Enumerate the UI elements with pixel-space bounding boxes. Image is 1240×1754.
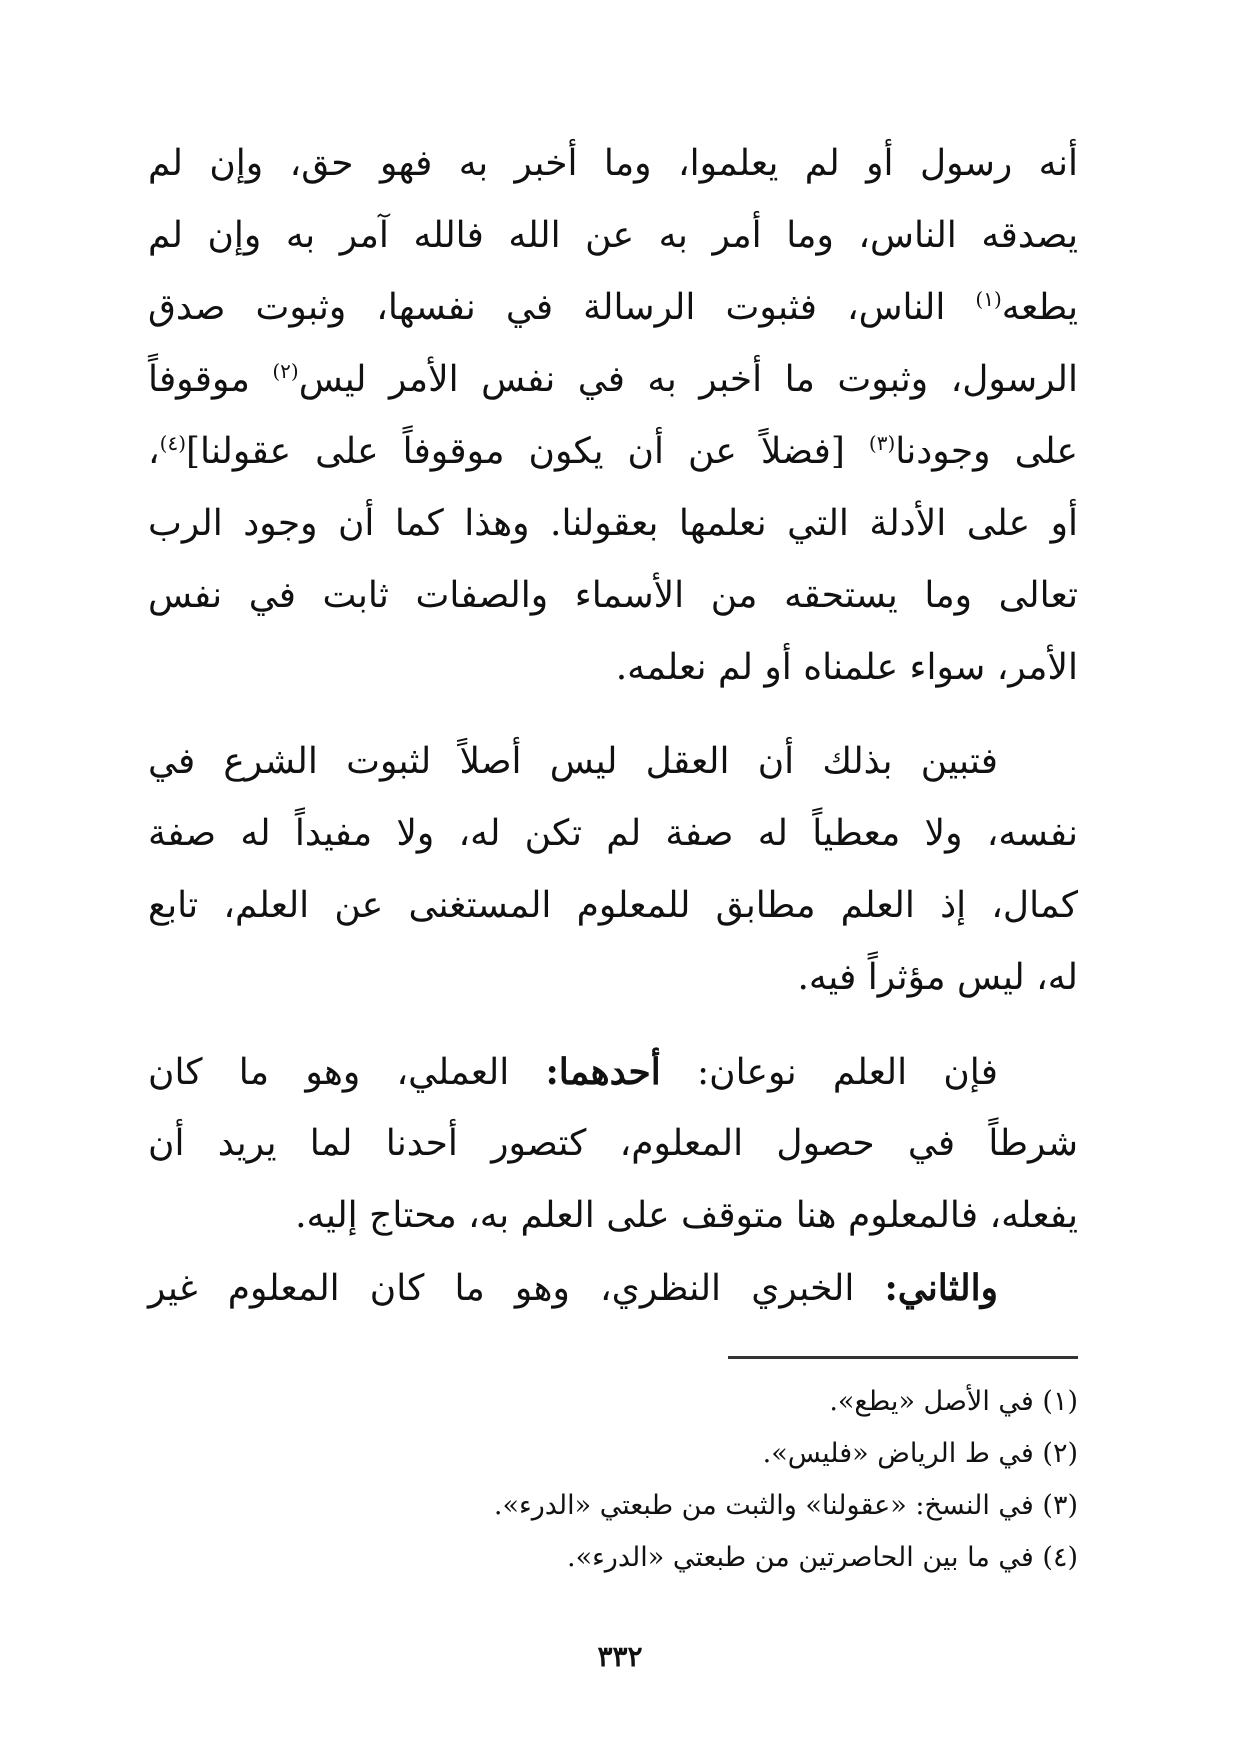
text-line: يفعله، فالمعلوم هنا متوقف على العلم به، محتاج إليه. <box>295 1195 1078 1236</box>
main-text <box>148 128 1078 1324</box>
footnote-item: (١) في الأصل «يطع». <box>829 1386 1078 1417</box>
text-line: نفسه، ولا معطياً له صفة لم تكن له، ولا مفيداً له صفة <box>148 813 1078 854</box>
text-line <box>148 1252 1078 1324</box>
text-line: الرسول، وثبوت ما أخبر به في نفس الأمر ليس$^{(٢)}$ موقوفاً <box>148 359 1079 400</box>
text-line: تعالى وما يستحقه من الأسماء والصفات ثابت في نفس <box>148 575 1078 616</box>
text-line: الأمر، سواء علمناه أو لم نعلمه. <box>615 647 1078 688</box>
text-line: يصدقه الناس، وما أمر به عن الله فالله آمر به وإن لم <box>148 215 1078 256</box>
footnote-marker: (٢) <box>272 359 299 383</box>
text-run: الخبري النظري، وهو ما كان المعلوم غير <box>148 1268 855 1309</box>
text-line: فتبين بذلك أن العقل ليس أصلاً لثبوت الشرع في <box>148 741 998 782</box>
footnote-item: (٤) في ما بين الحاصرتين من طبعتي «الدرء». <box>567 1542 1078 1573</box>
text-run: العملي، وهو ما كان <box>148 1052 510 1093</box>
text-line: أو على الأدلة التي نعلمها بعقولنا. وهذا كما أن وجود الرب <box>148 503 1078 544</box>
footnote-item: (٣) في النسخ: «عقولنا» والثبت من طبعتي «الدرء». <box>493 1490 1078 1521</box>
footnote-item: (٢) في ط الرياض «فليس». <box>762 1438 1078 1469</box>
bold-term: أحدهما: <box>545 1051 661 1093</box>
text-line: كمال، إذ العلم مطابق للمعلوم المستغنى عن العلم، تابع <box>148 885 1078 926</box>
footnote-divider <box>728 1356 1078 1359</box>
text-line: له، ليس مؤثراً فيه. <box>797 957 1078 998</box>
footnotes <box>148 1376 1078 1584</box>
text-line: يطعه$^{(١)}$ الناس، فثبوت الرسالة في نفسها، وثبوت صدق <box>148 287 1078 328</box>
text-line <box>148 1036 1078 1108</box>
text-line: على وجودنا$^{(٣)}$ [فضلاً عن أن يكون موقوفاً على عقولنا]$^{(٤)}$، <box>148 431 1078 472</box>
footnote-marker: (٣) <box>868 431 896 455</box>
page-number: ٣٣٢ <box>597 1640 643 1673</box>
text-line: أنه رسول أو لم يعلموا، وما أخبر به فهو حق، وإن لم <box>148 143 1078 184</box>
footnote-marker: (٤) <box>159 431 186 455</box>
bold-term: والثاني: <box>884 1267 998 1309</box>
footnote-marker: (١) <box>975 287 1002 311</box>
text-line: شرطاً في حصول المعلوم، كتصور أحدنا لما يريد أن <box>148 1123 1078 1164</box>
text-run: فإن العلم نوعان: <box>697 1052 998 1093</box>
